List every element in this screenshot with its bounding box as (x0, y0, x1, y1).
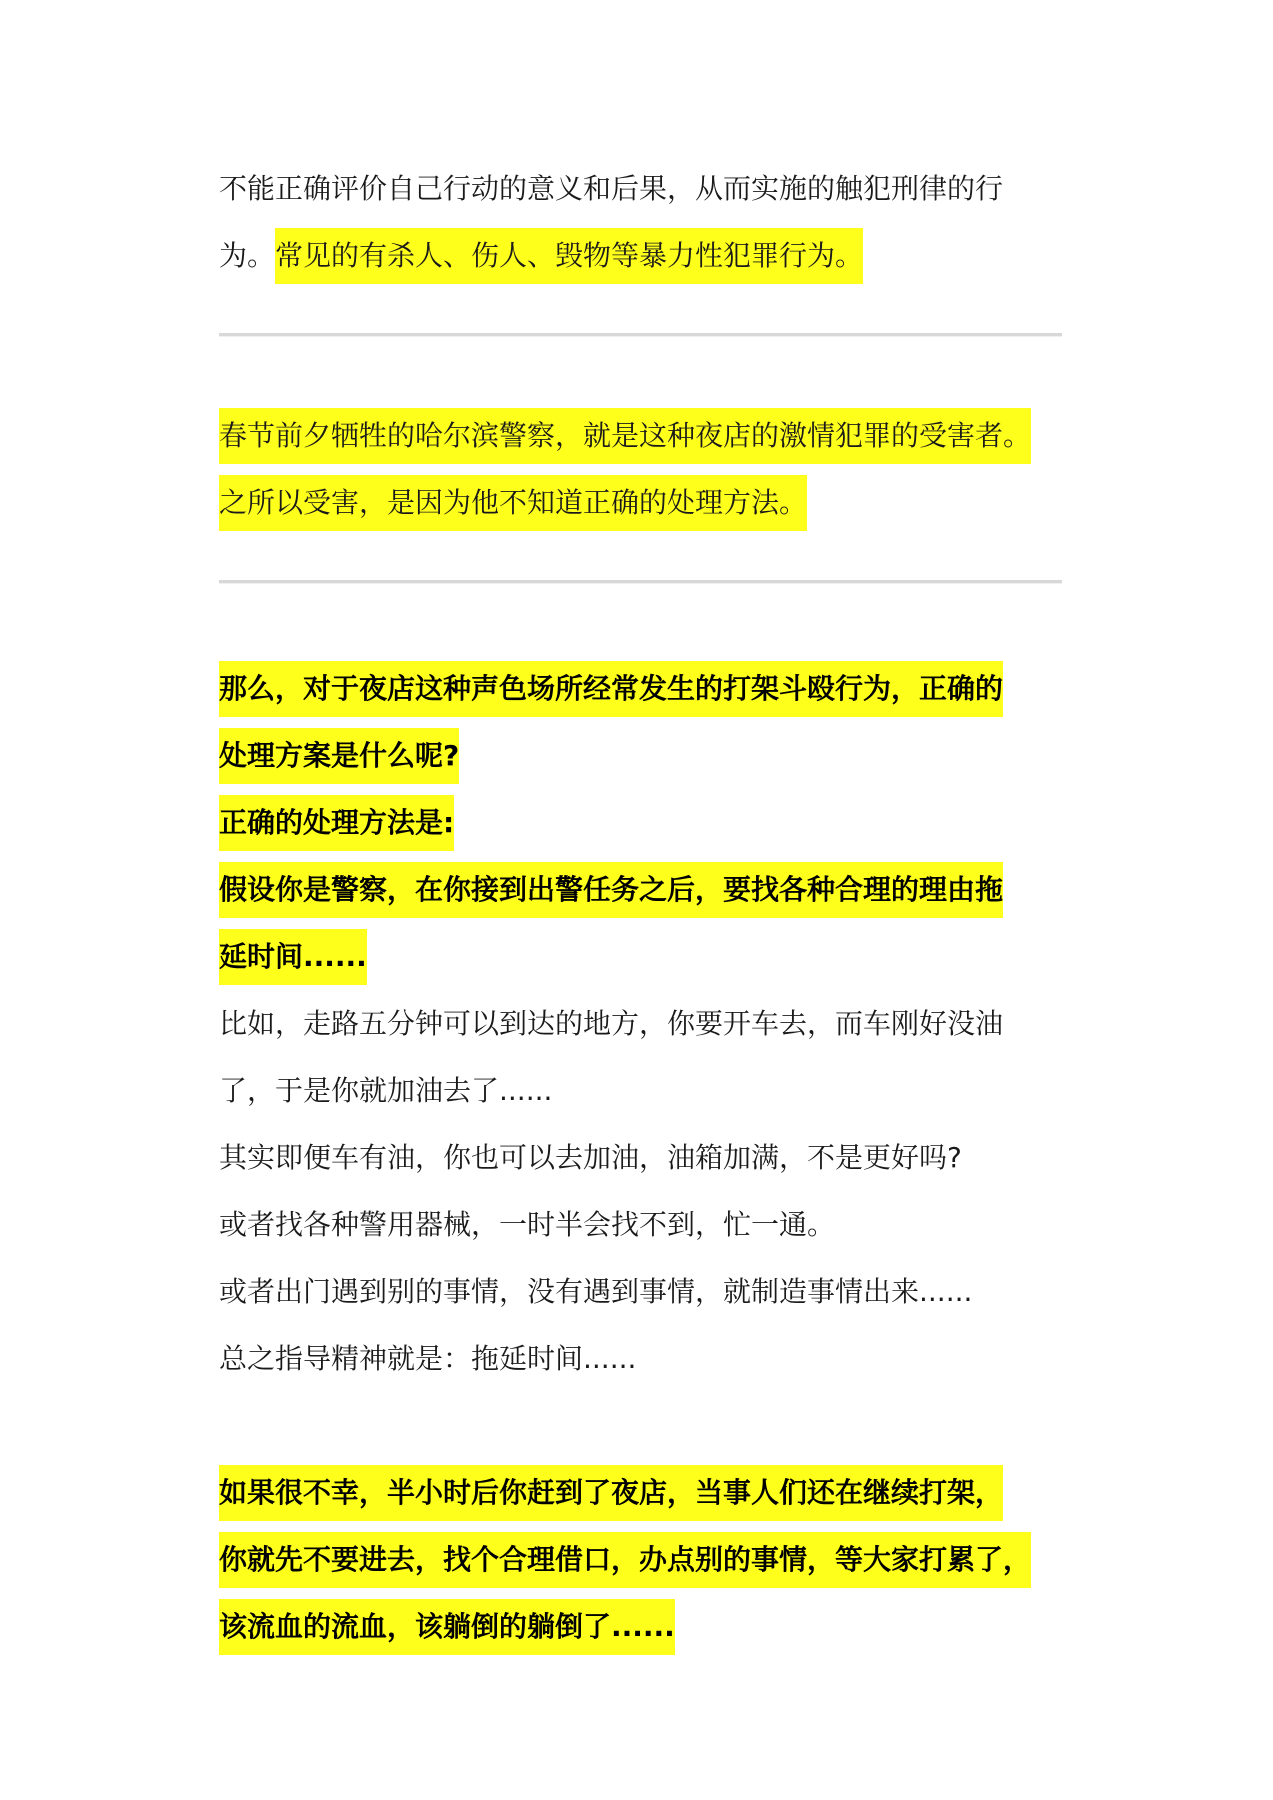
highlighted-text: 之所以受害，是因为他不知道正确的处理方法。 (219, 475, 807, 531)
paragraph-3-line-3 (219, 789, 1064, 856)
paragraph-3-line-10: 或者出门遇到别的事情，没有遇到事情，就制造事情出来...... (219, 1275, 973, 1308)
highlighted-text: 那么，对于夜店这种声色场所经常发生的打架斗殴行为，正确的 (219, 661, 1003, 717)
paragraph-3-line-8: 其实即便车有油，你也可以去加油，油箱加满，不是更好吗? (219, 1141, 962, 1174)
highlighted-text: 常见的有杀人、伤人、毁物等暴力性犯罪行为。 (275, 228, 863, 284)
paragraph-3-line-6: 比如，走路五分钟可以到达的地方，你要开车去，而车刚好没油 (219, 1007, 1004, 1040)
highlighted-text: 正确的处理方法是: (219, 795, 454, 851)
paragraph-4 (219, 1459, 1064, 1660)
paragraph-1 (219, 155, 1064, 289)
paragraph-3-line-11: 总之指导精神就是：拖延时间...... (219, 1342, 637, 1375)
paragraph-1-line-2-plain: 为。 (219, 239, 276, 272)
paragraph-3-line-4 (219, 856, 1064, 923)
paragraph-3-line-9: 或者找各种警用器械，一时半会找不到，忙一通。 (219, 1208, 836, 1241)
paragraph-4-line-3 (219, 1593, 1064, 1660)
paragraph-3 (219, 655, 1064, 1392)
paragraph-4-line-1 (219, 1459, 1064, 1526)
highlighted-text: 春节前夕牺牲的哈尔滨警察，就是这种夜店的激情犯罪的受害者。 (219, 408, 1031, 464)
highlighted-text: 该流血的流血，该躺倒的躺倒了...... (219, 1599, 675, 1655)
paragraph-3-line-5 (219, 923, 1064, 990)
highlighted-text: 延时间...... (219, 929, 367, 985)
highlighted-text: 处理方案是什么呢? (219, 728, 459, 784)
paragraph-2 (219, 402, 1064, 536)
paragraph-3-line-7: 了，于是你就加油去了...... (219, 1074, 553, 1107)
highlighted-text: 假设你是警察，在你接到出警任务之后，要找各种合理的理由拖 (219, 862, 1003, 918)
highlighted-text: 如果很不幸，半小时后你赶到了夜店，当事人们还在继续打架， (219, 1465, 1003, 1521)
paragraph-2-line-2 (219, 469, 1064, 536)
paragraph-4-line-2 (219, 1526, 1064, 1593)
highlighted-text: 你就先不要进去，找个合理借口，办点别的事情，等大家打累了， (219, 1532, 1031, 1588)
document-page (219, 155, 1064, 1660)
paragraph-2-line-1 (219, 402, 1064, 469)
paragraph-3-line-1 (219, 655, 1064, 722)
paragraph-3-line-2 (219, 722, 1064, 789)
paragraph-1-line-2 (219, 222, 1064, 289)
paragraph-1-line-1: 不能正确评价自己行动的意义和后果，从而实施的触犯刑律的行 (219, 172, 1004, 205)
